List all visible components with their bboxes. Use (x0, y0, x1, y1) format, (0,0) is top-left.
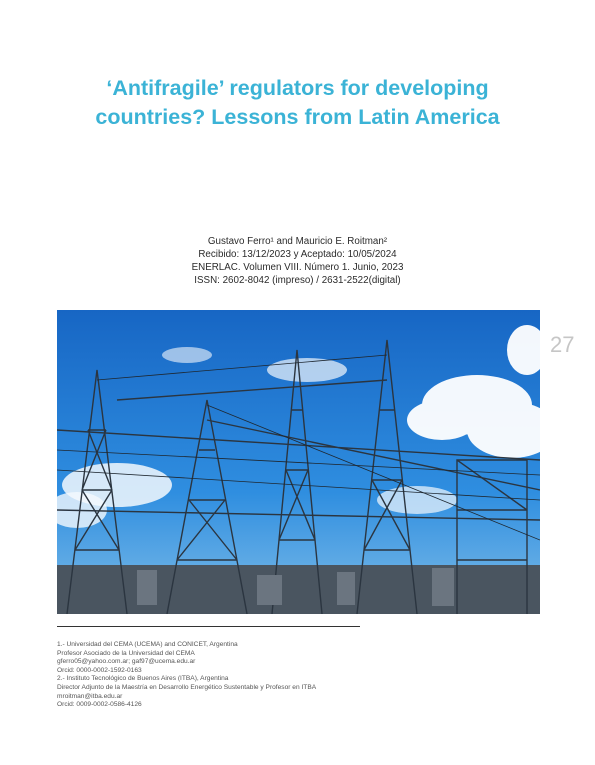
footnote-line: Profesor Asociado de la Universidad del CEMA (57, 649, 195, 657)
footnote-line: 1.- Universidad del CEMA (UCEMA) and CONICET, Argentina (57, 641, 238, 648)
article-metadata (60, 235, 535, 287)
footnote-line: Director Adjunto de la Maestría en Desarrollo Energético Sustentable y Profesor en ITBA (57, 683, 317, 691)
substation-illustration (57, 310, 540, 614)
paper-title (30, 74, 565, 132)
journal-issue: ENERLAC. Volumen VIII. Número 1. Junio, 2023 (191, 262, 404, 273)
authors: Gustavo Ferro¹ and Mauricio E. Roitman² (207, 236, 388, 247)
footnote-line: 2.- Instituto Tecnológico de Buenos Aires (ITBA), Argentina (57, 675, 229, 683)
page-number: 27 (550, 332, 575, 357)
substation-photo (57, 310, 540, 614)
footnote-line: mroitman@itba.edu.ar (57, 692, 123, 700)
title-line-2: countries? Lessons from Latin America (95, 105, 500, 130)
footnote-divider (57, 626, 360, 627)
footnote-line: Orcid: 0000-0002-1592-0163 (57, 666, 142, 674)
footnotes (57, 641, 537, 710)
footnote-line: gferro05@yahoo.com.ar; gaf97@ucema.edu.ar (57, 658, 196, 666)
received-accepted-dates: Recibido: 13/12/2023 y Aceptado: 10/05/2024 (198, 249, 397, 260)
footnote-line: Orcid: 0009-0002-0586-4126 (57, 701, 142, 709)
title-line-1: ‘Antifragile’ regulators for developing (106, 76, 489, 101)
issn: ISSN: 2602-8042 (impreso) / 2631-2522(digital) (194, 275, 401, 286)
